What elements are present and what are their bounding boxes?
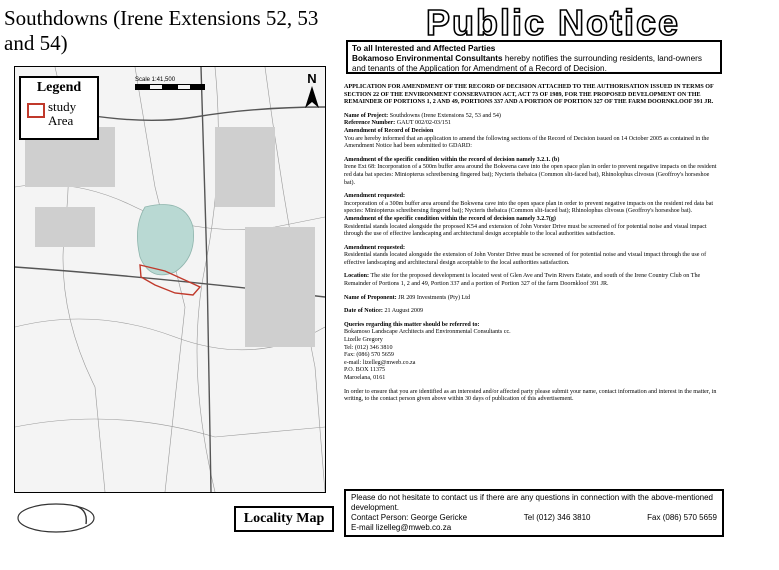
scale-label: Scale 1:41,500 — [135, 77, 176, 83]
legend-title: Legend — [36, 80, 82, 95]
cond2-text: Residential stands located alongside the proposed K54 and extension of John Vorster Drive must be screened of for potential noise and visual impact through the use of effective landscaping and architectural design acceptable to the local authorities satisfaction. — [344, 223, 707, 238]
scale-bar — [135, 77, 205, 90]
req1-text: Incorporation of a 300m buffer area around the Bokwena cave into the open space plan in order to prevent negative impacts on the resident red data bat species: Miniopterus schreibersing fingered bat); Nycteris thebaica (Common slit-faced bat); Rhinolophus clivosus (Geoffroy's horseshoe bat). — [344, 200, 714, 215]
cond2-heading: Amendment of the specific condition within the record of decision namely 3.2.7(g) — [344, 215, 556, 222]
ref-label: Reference Number: — [344, 120, 396, 127]
query-line: P.O. BOX 11375 — [344, 367, 386, 374]
closing-text: In order to ensure that you are identified as an interested and/or affected party please submit your name, contact information and interest in the matter, in writing, to the contact person given above within 30 days of publication of this advertisement. — [344, 388, 717, 403]
amend-text: You are hereby informed that an application to amend the following sections of the Record of Decision issued on 14 October 2005 as contained in the Amendment Notice had been submitted to GDARD: — [344, 135, 710, 150]
proponent-value: JR 209 Investments (Pty) Ltd — [398, 294, 471, 301]
map-title: Southdowns (Irene Extensions 52, 53 and 54) — [4, 6, 319, 55]
scale-ticks — [135, 84, 205, 90]
intro-line1: To all Interested and Affected Parties — [352, 44, 496, 53]
company-logo — [16, 500, 98, 534]
proponent-label: Name of Proponent: — [344, 294, 397, 301]
contact-fax: Fax (086) 570 5659 — [647, 513, 717, 522]
north-arrow-icon — [303, 71, 321, 111]
req2-text: Residential stands located alongside the extension of John Vorster Drive must be screened of for potential noise and visual impact through the use of effective landscaping and architectural design acceptable to the local authorities satisfaction. — [344, 252, 707, 266]
north-label: N — [307, 71, 317, 86]
intro-box — [346, 40, 722, 74]
headline: APPLICATION FOR AMENDMENT OF THE RECORD OF DECISION ATTACHED TO THE AUTHORISATION ISSUED IN TERMS OF SECTION 22 OF THE ENVIRONMENT CONSERVATION ACT, ACT 73 OF 1989, FOR THE PROPOSED DEVELOPMENT ON THE REMAINDER OF PORTIONS 1, 2 AND 49, PORTIONS 337 AND A PORTION OF PORTION 327 OF THE FARM DOORNKLOOF 391 JR. — [344, 84, 714, 106]
date-label: Date of Notice: — [344, 308, 383, 315]
contact-email: E-mail lizelleg@mweb.co.za — [351, 523, 452, 532]
ref-value: GAUT 002/02-03/151 — [396, 120, 451, 127]
intro-rest: hereby notifies the surrounding residents, land-owners and tenants of the Application for Amendment of a Record of Decision. — [352, 54, 702, 73]
project-value: Southdowns (Irene Extensions 52, 53 and 54) — [389, 112, 501, 119]
locality-map-label: Locality Map — [234, 506, 334, 532]
query-line: Fax: (086) 570 5659 — [344, 352, 394, 359]
public-notice-heading: Public Notice — [425, 2, 681, 43]
amend-heading: Amendment of Record of Decision — [344, 127, 434, 134]
footer-line1: Please do not hesitate to contact us if there are any questions in connection with the above-mentioned development. — [351, 493, 714, 512]
study-area-swatch — [27, 103, 45, 118]
contact-tel: Tel (012) 346 3810 — [523, 513, 591, 522]
locality-map — [14, 66, 326, 493]
contact-box — [344, 489, 724, 537]
queries-lines — [344, 329, 720, 382]
contact-person: Contact Person: George Gericke — [351, 513, 468, 522]
query-line: Tel: (012) 346 3810 — [344, 344, 393, 351]
legend — [19, 76, 99, 140]
legend-row — [27, 100, 97, 128]
req1-heading: Amendment requested: — [344, 193, 405, 200]
req2-heading: Amendment requested: — [344, 244, 405, 251]
notice-body — [344, 84, 720, 410]
date-value: 21 August 2009 — [384, 308, 424, 315]
location-label: Location: — [344, 273, 370, 280]
cond1-text: Irene Ext 68: Incorporation of a 500m buffer area around the Bokwena cave into the open space plan in order to prevent negative impacts on the resident red data bat species: Miniopterus schreibersing fingered bat); Nycteris thebaica (Common slit-faced bat), Rhinolophus clivosus (Geoffroy's horseshoe bat). — [344, 164, 717, 186]
cond1-heading: Amendment of the specific condition within the record of decision namely 3.2.1. (b) — [344, 156, 560, 163]
query-line: Bokamoso Landscape Architects and Environmental Consultants cc. — [344, 329, 511, 336]
intro-company: Bokamoso Environmental Consultants — [352, 54, 503, 63]
project-label: Name of Project: — [344, 112, 389, 119]
location-text: The site for the proposed development is located west of Glen Ave and Twin Rivers Estate, and south of the Irene Country Club on The Remainder of Portions 1, 2 and 49, Portion 337 and a portion of Portion 327 of the farm Doornkloof 391 JR. — [344, 273, 701, 288]
query-line: e-mail: lizelleg@mweb.co.za — [344, 359, 416, 366]
query-line: Lizelle Gregory — [344, 337, 383, 344]
queries-heading: Queries regarding this matter should be referred to: — [344, 321, 480, 328]
footer-contact-row — [351, 513, 717, 523]
query-line: Maroelana, 0161 — [344, 375, 386, 381]
legend-label: study Area — [48, 99, 77, 128]
